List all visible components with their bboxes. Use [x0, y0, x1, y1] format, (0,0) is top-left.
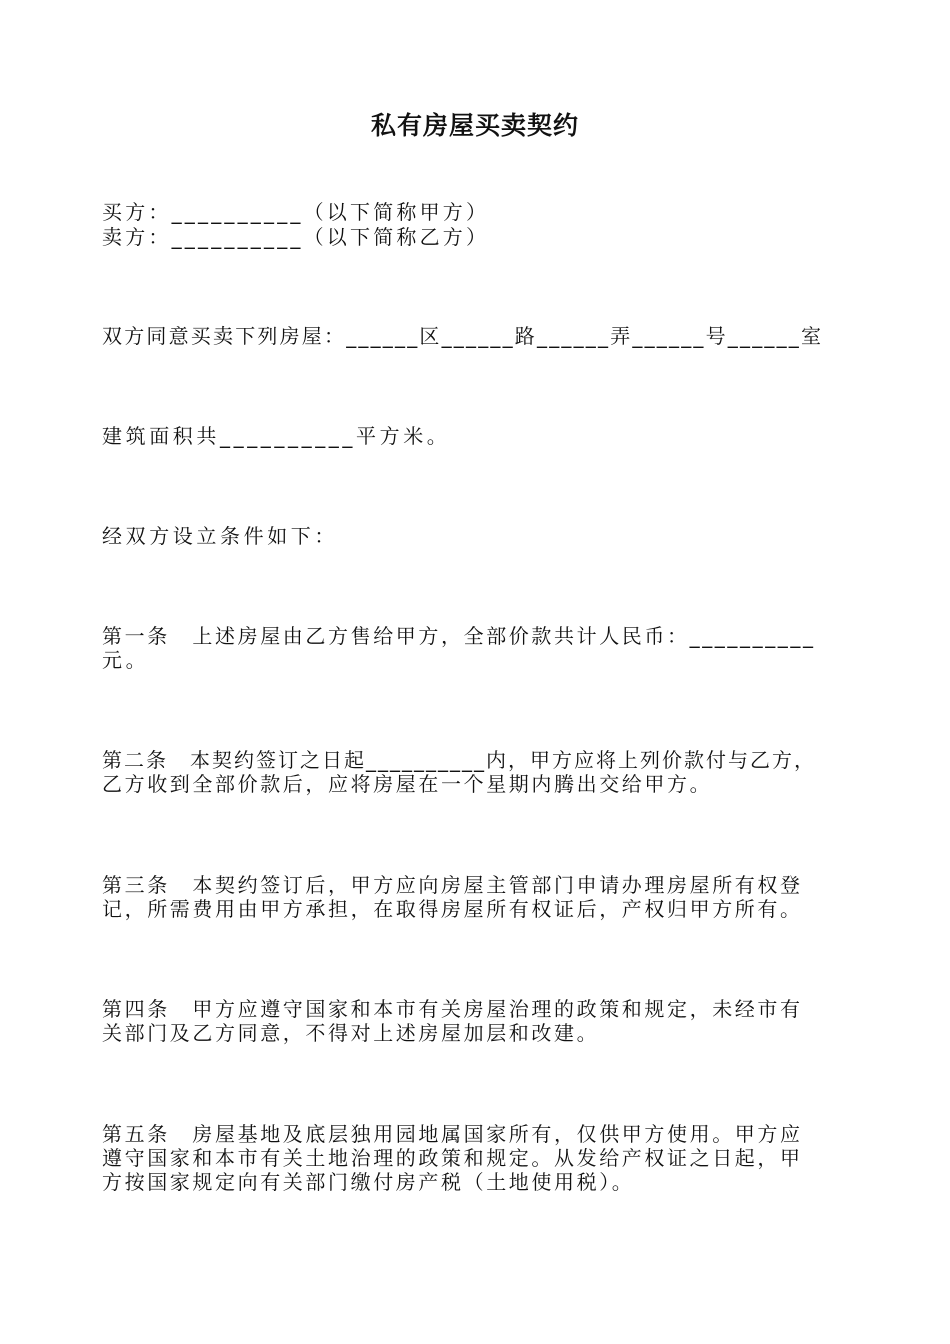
- article-3-line-1: 第三条 本契约签订后，甲方应向房屋主管部门申请办理房屋所有权登: [102, 873, 803, 897]
- article-4-line-1: 第四条 甲方应遵守国家和本市有关房屋治理的政策和规定，未经市有: [102, 997, 803, 1021]
- article-5-line-3: 方按国家规定向有关部门缴付房产税（土地使用税）。: [102, 1170, 635, 1194]
- property-line: 双方同意买卖下列房屋：______区______路______弄______号______室: [102, 324, 824, 348]
- article-1: [102, 624, 862, 672]
- article-1-line-2: 元。: [102, 648, 150, 672]
- conditions-intro: 经双方设立条件如下：: [102, 524, 338, 548]
- seller-line: 卖方：__________（以下简称乙方）: [102, 225, 490, 249]
- area-line: 建筑面积共__________平方米。: [102, 424, 451, 448]
- buyer-line: 买方：__________（以下简称甲方）: [102, 200, 490, 224]
- article-4-line-2: 关部门及乙方同意，不得对上述房屋加层和改建。: [102, 1021, 600, 1045]
- article-2-line-2: 乙方收到全部价款后，应将房屋在一个星期内腾出交给甲方。: [102, 772, 713, 796]
- article-5: [102, 1122, 862, 1194]
- article-3: [102, 873, 862, 921]
- article-2: [102, 748, 862, 796]
- document-title: 私有房屋买卖契约: [370, 111, 579, 140]
- article-5-line-2: 遵守国家和本市有关土地治理的政策和规定。从发给产权证之日起，甲: [102, 1146, 803, 1170]
- article-5-line-1: 第五条 房屋基地及底层独用园地属国家所有，仅供甲方使用。甲方应: [102, 1122, 803, 1146]
- article-4: [102, 997, 862, 1045]
- article-2-line-1: 第二条 本契约签订之日起__________内，甲方应将上列价款付与乙方，: [102, 748, 816, 772]
- article-3-line-2: 记，所需费用由甲方承担，在取得房屋所有权证后，产权归甲方所有。: [102, 897, 803, 921]
- article-1-line-1: 第一条 上述房屋由乙方售给甲方，全部价款共计人民币：__________: [102, 624, 816, 648]
